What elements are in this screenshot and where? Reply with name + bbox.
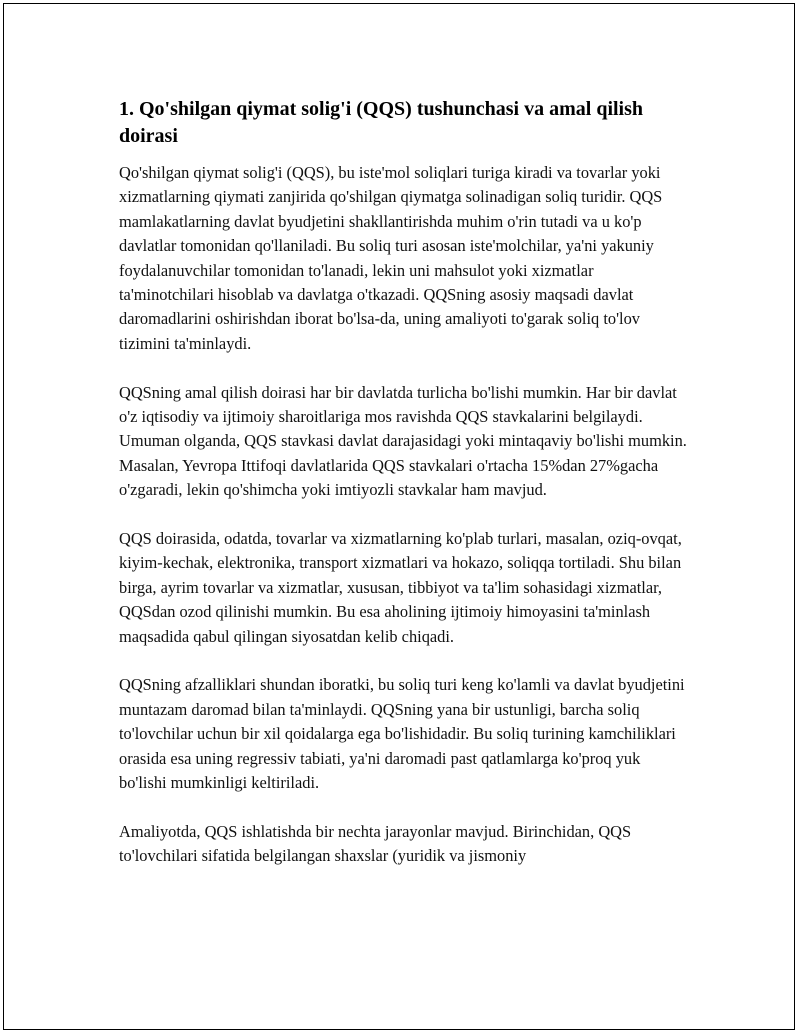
paragraph-2: QQSning amal qilish doirasi har bir davlatda turlicha bo'lishi mumkin. Har bir davlat o'z iqtisodiy va ijtimoiy sharoitlariga mos ravishda QQS stavkalarini belgilaydi. Umuman olganda, QQS stavkasi davlat darajasidagi yoki mintaqaviy bo'lishi mumkin. Masalan, Yevropa Ittifoqi davlatlarida QQS stavkalari o'rtacha 15%dan 27%gacha o'zgaradi, lekin qo'shimcha yoki imtiyozli stavkalar ham mavjud. xyxy=(119,382,687,500)
paragraph-1: Qo'shilgan qiymat solig'i (QQS), bu iste'mol soliqlari turiga kiradi va tovarlar yoki xizmatlarning qiymati zanjirida qo'shilgan qiymatga solinadigan soliq turidir. QQS mamlakatlarning davlat byudjetini shakllantirishda muhim o'rin tutadi va u ko'p davlatlar tomonidan qo'llaniladi. Bu soliq turi asosan iste'molchilar, ya'ni yakuniy foydalanuvchilar tomonidan to'lanadi, lekin uni mahsulot yoki xizmatlar ta'minotchilari hisoblab va davlatga o'tkazadi. QQSning asosiy maqsadi davlat daromadlarini oshirishdan iborat bo'lsa-da, uning amaliyoti to'garak soliq to'lov tizimini ta'minlaydi. xyxy=(119,163,663,353)
document-page xyxy=(3,3,795,1030)
paragraph-4: QQSning afzalliklari shundan iboratki, bu soliq turi keng ko'lamli va davlat byudjetini muntazam daromad bilan ta'minlaydi. QQSning yana bir ustunligi, barcha soliq to'lovchilar uchun bir xil qoidalarga ega bo'lishidadir. Bu soliq turining kamchiliklari orasida esa uning regressiv tabiati, ya'ni daromadi past qatlamlarga ko'proq yuk bo'lishi mumkinligi keltiriladi. xyxy=(119,675,685,793)
document-content xyxy=(119,96,689,893)
paragraph-5: Amaliyotda, QQS ishlatishda bir nechta jarayonlar mavjud. Birinchidan, QQS to'lovchilari sifatida belgilangan shaxslar (yuridik va jismoniy xyxy=(119,821,632,866)
paragraph-3: QQS doirasida, odatda, tovarlar va xizmatlarning ko'plab turlari, masalan, oziq-ovqat, kiyim-kechak, elektronika, transport xizmatlari va hokazo, soliqqa tortiladi. Shu bilan birga, ayrim tovarlar va xizmatlar, xususan, tibbiyot va ta'lim sohasidagi xizmatlar, QQSdan ozod qilinishi mumkin. Bu esa aholining ijtimoiy himoyasini ta'minlash maqsadida qabul qilingan siyosatdan kelib chiqadi. xyxy=(119,529,682,646)
section-title: 1. Qo'shilgan qiymat solig'i (QQS) tushunchasi va amal qilish doirasi xyxy=(119,98,644,147)
